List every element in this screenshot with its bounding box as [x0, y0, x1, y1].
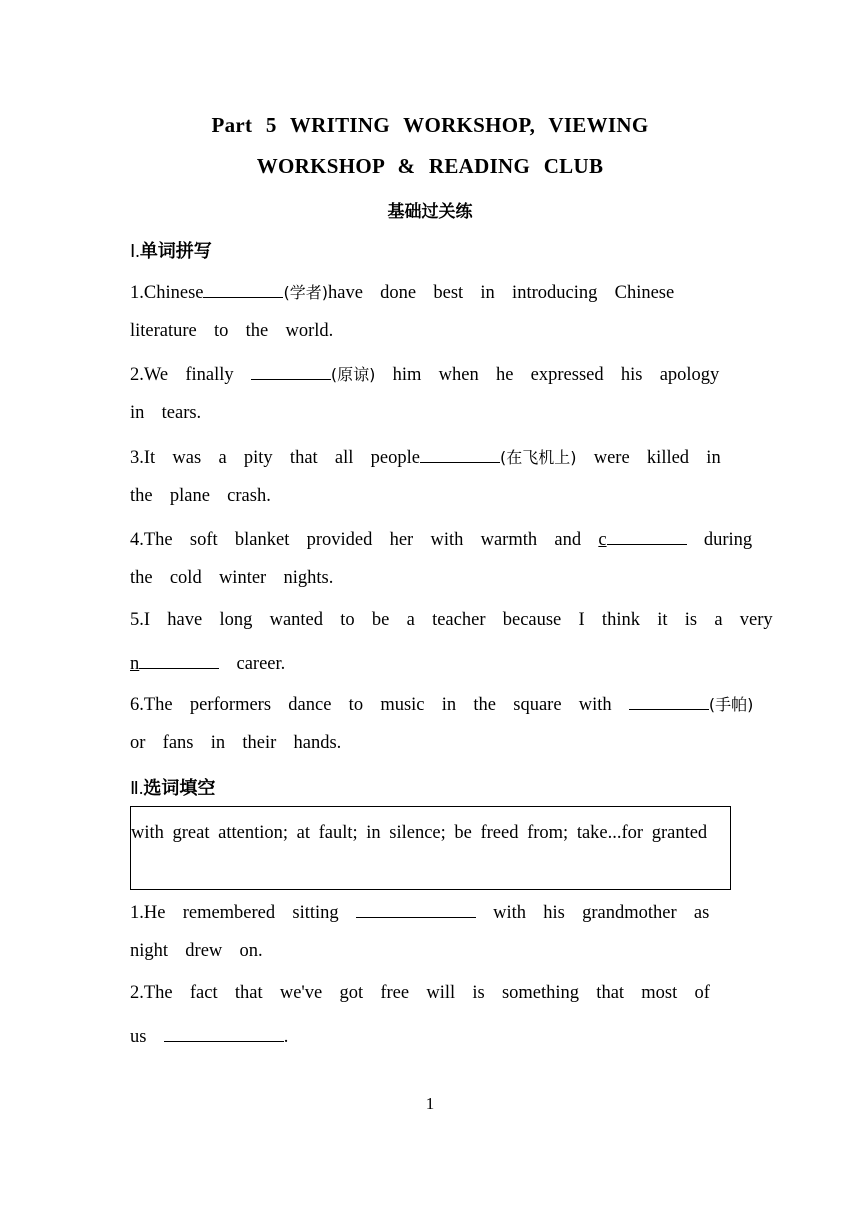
page-title-line2: WORKSHOP & READING CLUB	[256, 154, 604, 178]
question-line: n career.	[130, 651, 285, 675]
question-line: 6.The performers dance to music in the square with (手帕)	[130, 692, 753, 716]
answer-blank[interactable]	[629, 692, 709, 710]
section-numeral: Ⅱ.	[130, 778, 144, 798]
answer-blank[interactable]	[164, 1024, 284, 1042]
question-line: 3.It was a pity that all people (在飞机上) were killed in	[130, 445, 721, 469]
question-line: or fans in their hands.	[130, 733, 342, 753]
answer-blank[interactable]	[420, 445, 500, 463]
question-line: 5.I have long wanted to be a teacher because I think it is a very	[130, 610, 773, 630]
answer-blank[interactable]	[251, 362, 331, 380]
question-line: 1.Chinese (学者)have done best in introducing Chinese	[130, 280, 674, 304]
section-heading-text: 单词拼写	[139, 241, 212, 262]
word-bank-box	[130, 806, 731, 890]
answer-blank[interactable]	[203, 280, 283, 298]
section-heading-2	[130, 774, 215, 800]
section-heading-1	[130, 237, 212, 263]
answer-blank[interactable]	[356, 900, 476, 918]
answer-blank[interactable]	[139, 651, 219, 669]
question-line: 4.The soft blanket provided her with warmth and c during	[130, 527, 752, 551]
question-line: 1.He remembered sitting with his grandmother as	[130, 900, 709, 924]
section-numeral: Ⅰ.	[130, 241, 140, 261]
answer-blank[interactable]	[607, 527, 687, 545]
page-title-line1: Part 5 WRITING WORKSHOP, VIEWING	[211, 113, 649, 137]
page-subtitle: 基础过关练	[387, 202, 473, 222]
page-number: 1	[425, 1094, 435, 1113]
question-line: in tears.	[130, 403, 202, 423]
question-line: 2.The fact that we've got free will is something that most of	[130, 983, 710, 1003]
question-line: night drew on.	[130, 941, 263, 961]
question-line: the cold winter nights.	[130, 568, 334, 588]
question-line: 2.We finally (原谅) him when he expressed his apology	[130, 362, 719, 386]
question-line: literature to the world.	[130, 321, 334, 341]
question-line: us .	[130, 1024, 288, 1048]
question-line: the plane crash.	[130, 486, 271, 506]
word-bank-text: with great attention; at fault; in silence; be freed from; take...for granted	[131, 823, 708, 843]
section-heading-text: 选词填空	[143, 778, 216, 799]
